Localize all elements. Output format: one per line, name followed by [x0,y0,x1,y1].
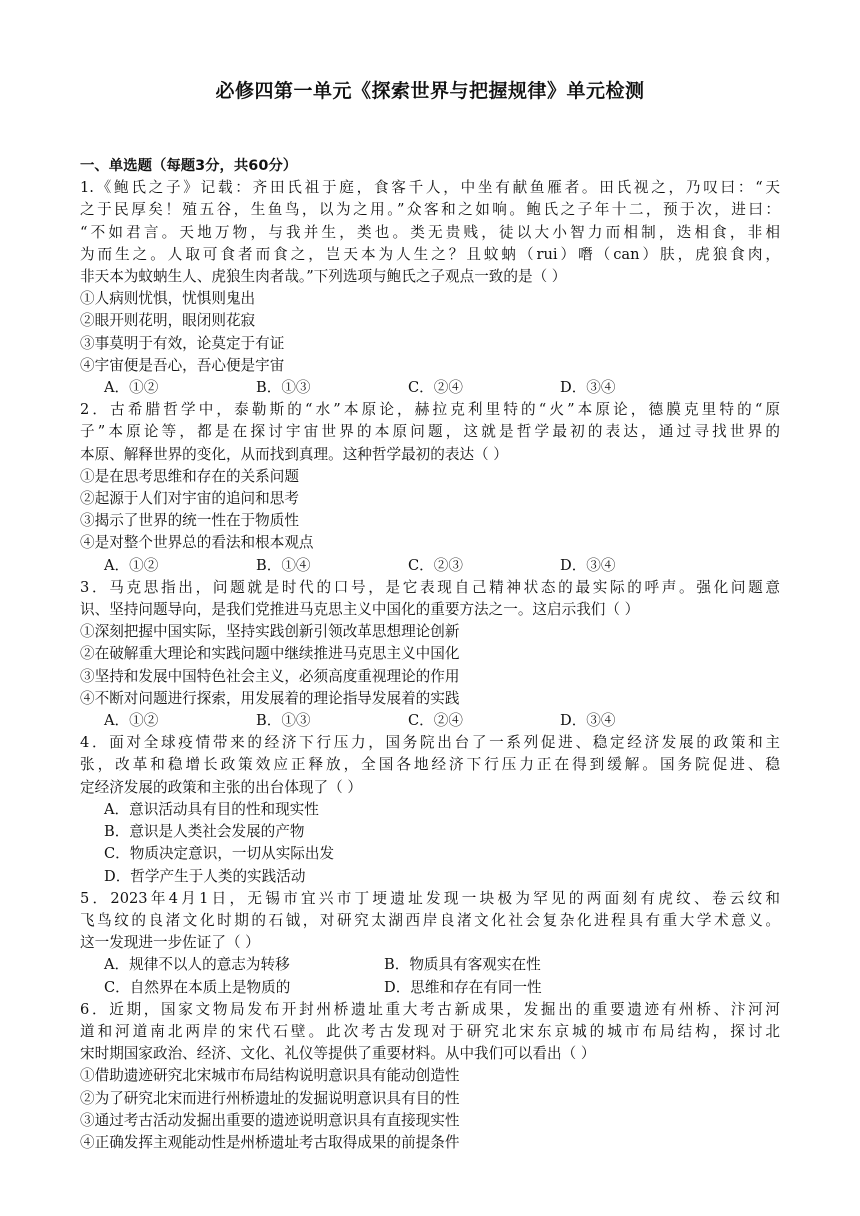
statement-item: ①人病则忧惧，忧惧则鬼出 [80,290,256,308]
choice-a[interactable]: A．意识活动具有目的性和现实性 [104,800,319,818]
choice-c[interactable]: C．物质决定意识，一切从实际出发 [104,845,335,863]
choice-a[interactable]: A．①② [104,556,159,574]
question-4 [80,732,780,887]
answer-choices [80,377,780,399]
question-stem-line: 飞鸟纹的良渚文化时期的石钺，对研究太湖西岸良渚文化社会复杂化进程具有重大学术意义。 [80,911,780,929]
choice-b[interactable]: B．①④ [256,556,311,574]
choice-a[interactable]: A．规律不以人的意志为转移 [104,956,290,974]
statement-item: ①是在思考思维和存在的关系问题 [80,467,299,485]
statement-item: ④不断对问题进行探索，用发展着的理论指导发展着的实践 [80,689,460,707]
statement-item: ②眼开则花明，眼闭则花寂 [80,312,256,330]
question-stem-line: 5．2023年4月1日，无锡市宜兴市丁埂遗址发现一块极为罕见的两面刻有虎纹、卷云纹和 [80,889,780,907]
choice-d[interactable]: D．③④ [560,556,616,574]
choice-b[interactable]: B．①③ [256,712,311,730]
statement-item: ④正确发挥主观能动性是州桥遗址考古取得成果的前提条件 [80,1133,460,1151]
answer-choices [80,710,780,732]
question-stem-line: 子”本原论等，都是在探讨宇宙世界的本原问题，这就是哲学最初的表达，通过寻找世界的 [80,423,780,441]
question-stem-line: 张，改革和稳增长政策效应正释放，全国各地经济下行压力正在得到缓解。国务院促进、稳 [80,756,780,774]
statement-item: ②起源于人们对宇宙的追问和思考 [80,490,299,508]
question-stem-line: 之于民厚矣！殖五谷，生鱼鸟，以为之用。”众客和之如响。鲍氏之子年十二，预于次，进曰： [80,201,780,219]
question-2 [80,399,780,577]
section-heading: 一、单选题（每题3分，共60分） [80,158,298,174]
question-stem-line: 6．近期，国家文物局发布开封州桥遗址重大考古新成果，发掘出的重要遗迹有州桥、汴河河 [80,1000,780,1018]
choice-b[interactable]: B．意识是人类社会发展的产物 [104,823,305,841]
answer-choices [80,977,780,999]
statement-item: ③坚持和发展中国特色社会主义，必须高度重视理论的作用 [80,667,460,685]
statement-item: ③事莫明于有效，论莫定于有证 [80,334,285,352]
choice-d[interactable]: D．③④ [560,712,616,730]
choice-a[interactable]: A．①② [104,379,159,397]
choice-d[interactable]: D．哲学产生于人类的实践活动 [104,867,306,885]
statement-item: ②为了研究北宋而进行州桥遗址的发掘说明意识具有目的性 [80,1089,460,1107]
statement-item: ②在破解重大理论和实践问题中继续推进马克思主义中国化 [80,645,460,663]
choice-c[interactable]: C．自然界在本质上是物质的 [104,978,291,996]
question-6 [80,999,780,1154]
question-stem-line: 3．马克思指出，问题就是时代的口号，是它表现自己精神状态的最实际的呼声。强化问题意 [80,578,780,596]
question-1 [80,177,780,399]
statement-item: ①深刻把握中国实际，坚持实践创新引领改革思想理论创新 [80,623,460,641]
choice-c[interactable]: C．②④ [408,712,463,730]
question-5 [80,888,780,999]
question-stem-line: 宋时期国家政治、经济、文化、礼仪等提供了重要材料。从中我们可以看出（ ） [80,1045,596,1063]
question-stem-line: 4．面对全球疫情带来的经济下行压力，国务院出台了一系列促进、稳定经济发展的政策和主 [80,734,780,752]
choice-c[interactable]: C．②④ [408,379,463,397]
question-stem-line: “不如君言。天地万物，与我并生，类也。类无贵贱，徒以大小智力而相制，迭相食，非相 [80,223,780,241]
statement-item: ①借助遗迹研究北宋城市布局结构说明意识具有能动创造性 [80,1067,460,1085]
question-stem-line: 道和河道南北两岸的宋代石壁。此次考古发现对于研究北宋东京城的城市布局结构，探讨北 [80,1022,780,1040]
statement-item: ④宇宙便是吾心，吾心便是宇宙 [80,356,285,374]
question-3 [80,577,780,732]
question-stem-line: 识、坚持问题导向，是我们党推进马克思主义中国化的重要方法之一。这启示我们（ ） [80,601,640,619]
page-title: 必修四第一单元《探索世界与把握规律》单元检测 [215,80,645,102]
choice-d[interactable]: D．思维和存在有同一性 [384,978,542,996]
question-stem-line: 定经济发展的政策和主张的出台体现了（ ） [80,778,362,796]
question-stem-line: 1.《鲍氏之子》记载：齐田氏祖于庭，食客千人，中坐有献鱼雁者。田氏视之，乃叹曰：“天 [80,179,780,197]
question-stem-line: 非天本为蚊蚋生人、虎狼生肉者哉。”下列选项与鲍氏之子观点一致的是（ ） [80,268,567,286]
choice-a[interactable]: A．①② [104,712,159,730]
choice-b[interactable]: B．物质具有客观实在性 [384,956,541,974]
choice-c[interactable]: C．②③ [408,556,463,574]
choice-b[interactable]: B．①③ [256,379,311,397]
question-stem-line: 本原、解释世界的变化，从而找到真理。这种哲学最初的表达（ ） [80,445,508,463]
choice-d[interactable]: D．③④ [560,379,616,397]
question-stem-line: 2．古希腊哲学中，泰勒斯的“水”本原论，赫拉克利里特的“火”本原论，德膜克里特的“原 [80,401,780,419]
question-stem-line: 这一发现进一步佐证了（ ） [80,934,260,952]
statement-item: ③揭示了世界的统一性在于物质性 [80,512,299,530]
statement-item: ④是对整个世界总的看法和根本观点 [80,534,314,552]
question-list [80,155,780,1154]
statement-item: ③通过考古活动发掘出重要的遗迹说明意识具有直接现实性 [80,1111,460,1129]
answer-choices [80,555,780,577]
question-stem-line: 为而生之。人取可食者而食之，岂天本为人生之？且蚊蚋（rui）噆（can）肤，虎狼食肉， [80,245,780,263]
answer-choices [80,954,780,976]
